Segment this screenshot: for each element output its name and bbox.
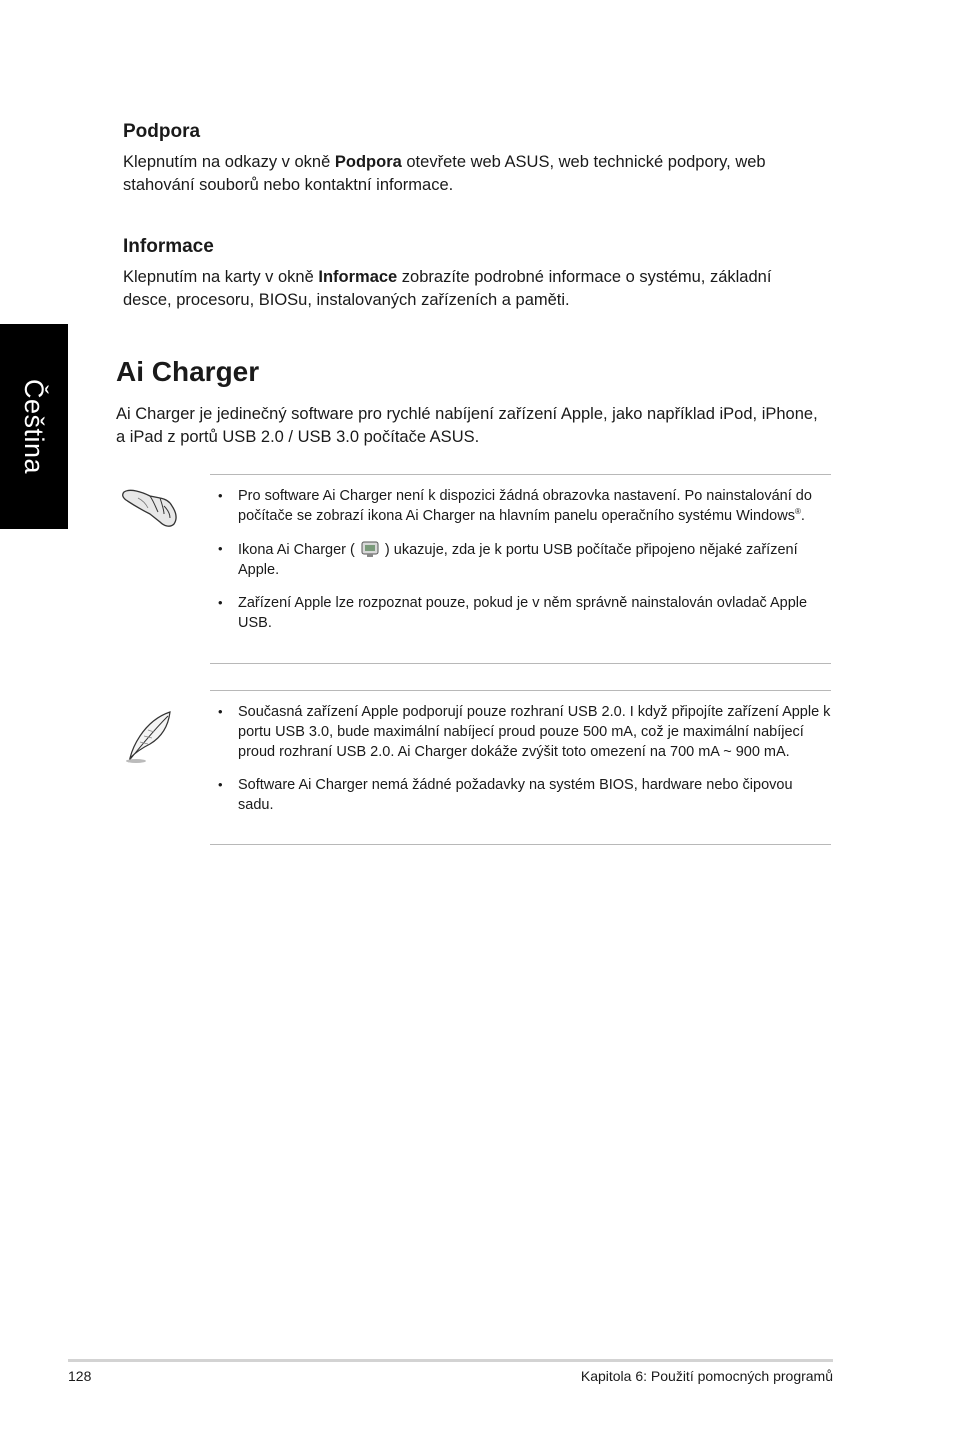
informace-paragraph [123,266,823,312]
hand-pointing-icon [120,484,180,535]
informace-heading: Informace [123,236,214,257]
chapter-title: Kapitola 6: Použití pomocných programů [580,1368,833,1384]
important-note-box [210,474,831,664]
list-item [210,775,831,815]
ai-charger-title: Ai Charger [116,356,260,387]
bullet-dot: • [218,777,223,792]
list-item [210,486,831,526]
important-bullet1-end: . [800,508,805,524]
bullet-dot: • [218,704,223,719]
list-item [210,539,831,580]
bullet-dot: • [218,595,223,610]
note-list [210,702,831,815]
ai-charger-intro: Ai Charger je jedinečný software pro rychlé nabíjení zařízení Apple, jako například iPod, iPhone, a iPad z portů USB 2.0 / USB 3.0 počítače ASUS. [116,405,818,446]
footer-divider [68,1359,833,1362]
list-item [210,593,831,633]
informace-text-after: zobrazíte podrobné informace o systému, základní desce, procesoru, BIOSu, instalovaných zařízeních a paměti. [123,268,772,309]
important-bullet2-before: Ikona Ai Charger ( [238,542,359,558]
note-bullet1-text: Současná zařízení Apple podporují pouze rozhraní USB 2.0. I když připojíte zařízení Apple k portu USB 3.0, bude maximální nabíjecí proud pouze 500 mA, což je maximální nabíjecí proud rozhraní USB 2.0. Ai Charger dokáže zvýšit toto omezení na 700 mA ~ 900 mA. [238,704,831,760]
podpora-text-after: otevřete web ASUS, web technické podpory, web stahování souborů nebo kontaktní informace. [123,153,766,194]
bullet-dot: • [218,541,223,556]
podpora-paragraph [123,151,823,197]
bullet-dot: • [218,488,223,503]
important-note-list [210,486,831,633]
feather-pen-icon [122,710,174,769]
important-bullet2-after: ) ukazuje, zda je k portu USB počítače připojeno nějaké zařízení Apple. [238,542,798,578]
podpora-text-bold: Podpora [334,153,402,171]
page-number: 128 [68,1368,92,1384]
registered-mark: ® [794,507,801,517]
podpora-heading: Podpora [123,121,201,142]
podpora-text-before: Klepnutím na odkazy v okně [123,153,335,171]
informace-text-bold: Informace [318,268,398,286]
language-tab-label: Čeština [19,378,50,475]
important-bullet3-text: Zařízení Apple lze rozpoznat pouze, pokud je v něm správně nainstalován ovladač Apple USB. [238,595,808,631]
important-bullet1-text: Pro software Ai Charger není k dispozici žádná obrazovka nastavení. Po nainstalování do počítače se zobrazí ikona Ai Charger na hlavním panelu operačního systému Windows [238,488,812,524]
note-box [210,690,831,845]
note-bullet2-text: Software Ai Charger nemá žádné požadavky na systém BIOS, hardware nebo čipovou sadu. [238,777,793,813]
ai-charger-icon [359,539,381,559]
language-side-tab [0,324,68,529]
informace-text-before: Klepnutím na karty v okně [123,268,319,286]
list-item [210,702,831,762]
